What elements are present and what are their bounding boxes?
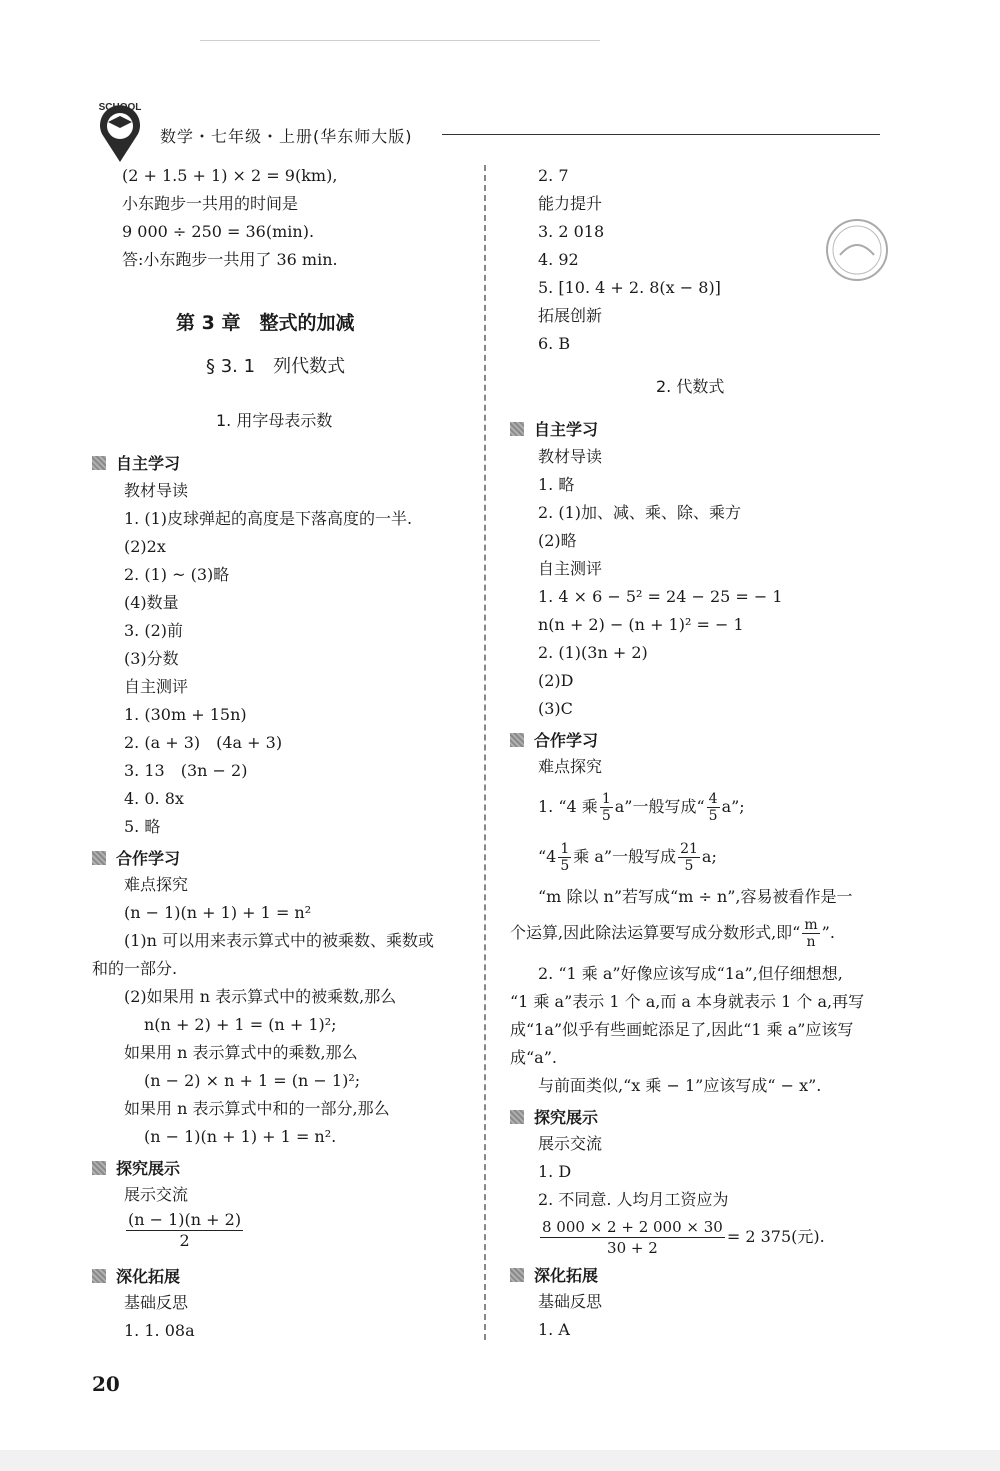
- fraction-denominator: 5: [560, 858, 570, 874]
- fraction: [540, 1217, 725, 1258]
- left-top-line-2: 小东跑步一共用的时间是: [122, 194, 299, 213]
- text-line: 2. 不同意. 人均月工资应为: [538, 1190, 729, 1209]
- text-line: (1)n 可以用来表示算式中的被乘数、乘数或: [124, 931, 435, 950]
- text-line: 能力提升: [538, 194, 603, 213]
- top-rule: [200, 40, 600, 41]
- fraction-denominator: n: [806, 934, 816, 950]
- subsection-title: 1. 用字母表示数: [216, 411, 333, 430]
- text-line: (n − 1)(n + 1) + 1 = n².: [144, 1127, 337, 1146]
- text-line: 难点探究: [538, 757, 603, 776]
- text-line: 2. (a + 3) (4a + 3): [124, 733, 283, 752]
- text-line: 成“1a”似乎有些画蛇添足了,因此“1 乘 a”应该写: [510, 1020, 854, 1039]
- bottom-bar: [0, 1450, 1000, 1471]
- heading-marker: [510, 1110, 524, 1124]
- text-line: 1. 4 × 6 − 5² = 24 − 25 = − 1: [538, 587, 783, 606]
- header-rule: [442, 134, 880, 135]
- subsection-title: 2. 代数式: [656, 377, 725, 396]
- text-line: 3. 13 (3n − 2): [124, 761, 248, 780]
- text-line: 基础反思: [124, 1293, 189, 1312]
- text-line: “m 除以 n”若写成“m ÷ n”,容易被看作是一: [538, 887, 853, 906]
- text-line: (2)如果用 n 表示算式中的被乘数,那么: [124, 987, 397, 1006]
- text-line: n(n + 2) − (n + 1)² = − 1: [538, 615, 744, 634]
- heading-marker: [510, 422, 524, 436]
- text-line: 难点探究: [124, 875, 189, 894]
- fraction-denominator: 5: [684, 858, 694, 874]
- left-top-line-4: 答:小东跑步一共用了 36 min.: [122, 250, 338, 269]
- text-line: 与前面类似,“x 乘 − 1”应该写成“ − x”.: [538, 1076, 822, 1095]
- heading-marker: [92, 1161, 106, 1175]
- text-line: 如果用 n 表示算式中和的一部分,那么: [124, 1099, 390, 1118]
- heading-label: 自主学习: [534, 420, 599, 439]
- text-line: (2)略: [538, 531, 577, 550]
- text-line: 拓展创新: [538, 306, 603, 325]
- fraction: [678, 841, 700, 874]
- chapter-title: 第 3 章 整式的加减: [176, 312, 355, 334]
- text-line: 教材导读: [538, 447, 603, 466]
- heading-label: 探究展示: [534, 1108, 599, 1127]
- section-heading-zizhu: [92, 451, 180, 474]
- text-line: 1. (30m + 15n): [124, 705, 247, 724]
- text-line: 教材导读: [124, 481, 189, 500]
- text-line: 和的一部分.: [92, 959, 178, 978]
- text-span: “4: [538, 847, 557, 866]
- left-top-line-3: 9 000 ÷ 250 = 36(min).: [122, 222, 315, 241]
- heading-label: 合作学习: [116, 849, 181, 868]
- section-heading-shenhua: [510, 1263, 598, 1286]
- heading-label: 探究展示: [116, 1159, 181, 1178]
- heading-marker: [92, 851, 106, 865]
- fraction-answer: [124, 1210, 245, 1251]
- text-line: 2. “1 乘 a”好像应该写成“1a”,但仔细想想,: [538, 964, 843, 983]
- fraction-denominator: 5: [601, 808, 611, 824]
- fraction: [802, 917, 819, 950]
- text-span: = 2 375(元).: [726, 1227, 825, 1246]
- header-title: 数学・七年级・上册(华东师大版): [160, 127, 413, 146]
- logo-text: SCHOOL: [98, 102, 142, 113]
- text-line: 3. 2 018: [538, 222, 605, 241]
- fraction-answer: [538, 1215, 825, 1259]
- section-heading-shenhua: [92, 1264, 180, 1287]
- text-line: (2)D: [538, 671, 574, 690]
- text-span: ”.: [821, 923, 835, 942]
- text-line: (n − 1)(n + 1) + 1 = n²: [124, 903, 312, 922]
- fraction-line-2: [538, 840, 717, 874]
- text-line: n(n + 2) + 1 = (n + 1)²;: [144, 1015, 337, 1034]
- text-line: (3)C: [538, 699, 573, 718]
- text-line: 2. 7: [538, 166, 569, 185]
- page-number: 20: [92, 1372, 120, 1396]
- heading-label: 深化拓展: [116, 1267, 181, 1286]
- text-line: 2. (1)(3n + 2): [538, 643, 648, 662]
- fraction-numerator: (n − 1)(n + 2): [128, 1210, 242, 1229]
- heading-marker: [92, 456, 106, 470]
- fraction-denominator: 30 + 2: [607, 1239, 658, 1257]
- section-title: § 3. 1 列代数式: [206, 356, 346, 377]
- text-line: 3. (2)前: [124, 621, 184, 640]
- fraction: [600, 791, 613, 824]
- fraction-numerator: 1: [560, 841, 570, 857]
- text-line: 基础反思: [538, 1292, 603, 1311]
- heading-marker: [510, 1268, 524, 1282]
- text-line: 如果用 n 表示算式中的乘数,那么: [124, 1043, 358, 1062]
- fraction: [707, 791, 720, 824]
- fraction-line-3: [510, 916, 835, 950]
- text-line: 4. 92: [538, 250, 579, 269]
- fraction-numerator: 21: [680, 841, 698, 857]
- heading-label: 合作学习: [534, 731, 599, 750]
- text-line: 6. B: [538, 334, 571, 353]
- text-line: 2. (1) ~ (3)略: [124, 565, 230, 584]
- text-span: a”;: [721, 797, 745, 816]
- text-line: (n − 2) × n + 1 = (n − 1)²;: [144, 1071, 361, 1090]
- text-line: 1. A: [538, 1320, 570, 1339]
- text-line: 4. 0. 8x: [124, 789, 184, 808]
- fraction-denominator: 2: [179, 1231, 190, 1250]
- text-span: a;: [701, 847, 717, 866]
- section-heading-zizhu: [510, 417, 598, 440]
- text-line: 展示交流: [538, 1134, 603, 1153]
- text-line: (4)数量: [124, 593, 179, 612]
- text-line: 5. 略: [124, 817, 161, 836]
- section-heading-tanjiu: [92, 1156, 180, 1179]
- text-span: 个运算,因此除法运算要写成分数形式,即“: [510, 923, 801, 942]
- text-line: “1 乘 a”表示 1 个 a,而 a 本身就表示 1 个 a,再写: [510, 992, 865, 1011]
- section-heading-hezuo: [510, 728, 598, 751]
- section-heading-hezuo: [92, 846, 180, 869]
- fraction-numerator: 4: [708, 791, 718, 807]
- text-line: 自主测评: [124, 677, 189, 696]
- fraction-denominator: 5: [708, 808, 718, 824]
- text-line: 成“a”.: [510, 1048, 557, 1067]
- text-span: a”一般写成“: [614, 797, 705, 816]
- fraction: [126, 1210, 243, 1251]
- text-line: 1. 1. 08a: [124, 1321, 195, 1340]
- text-span: 1. “4 乘: [538, 797, 598, 816]
- text-line: (3)分数: [124, 649, 179, 668]
- heading-label: 自主学习: [116, 454, 181, 473]
- fraction-line-1: [538, 790, 745, 824]
- heading-label: 深化拓展: [534, 1266, 599, 1285]
- fraction-numerator: m: [804, 917, 818, 933]
- school-logo: [88, 100, 152, 166]
- heading-marker: [510, 733, 524, 747]
- text-line: 1. D: [538, 1162, 572, 1181]
- fraction-numerator: 1: [601, 791, 611, 807]
- text-line: 1. 略: [538, 475, 575, 494]
- text-line: 展示交流: [124, 1185, 189, 1204]
- column-divider: [484, 165, 486, 1340]
- text-span: 乘 a”一般写成: [573, 847, 677, 866]
- text-line: (2)2x: [124, 537, 166, 556]
- heading-marker: [92, 1269, 106, 1283]
- text-line: 5. [10. 4 + 2. 8(x − 8)]: [538, 278, 721, 297]
- watermark-stamp: [822, 215, 892, 285]
- fraction-numerator: 8 000 × 2 + 2 000 × 30: [542, 1218, 723, 1236]
- text-line: 2. (1)加、减、乘、除、乘方: [538, 503, 742, 522]
- left-top-line-1: (2 + 1.5 + 1) × 2 = 9(km),: [122, 166, 338, 185]
- text-line: 1. (1)皮球弹起的高度是下落高度的一半.: [124, 509, 413, 528]
- text-line: 自主测评: [538, 559, 603, 578]
- section-heading-tanjiu: [510, 1105, 598, 1128]
- fraction: [558, 841, 571, 874]
